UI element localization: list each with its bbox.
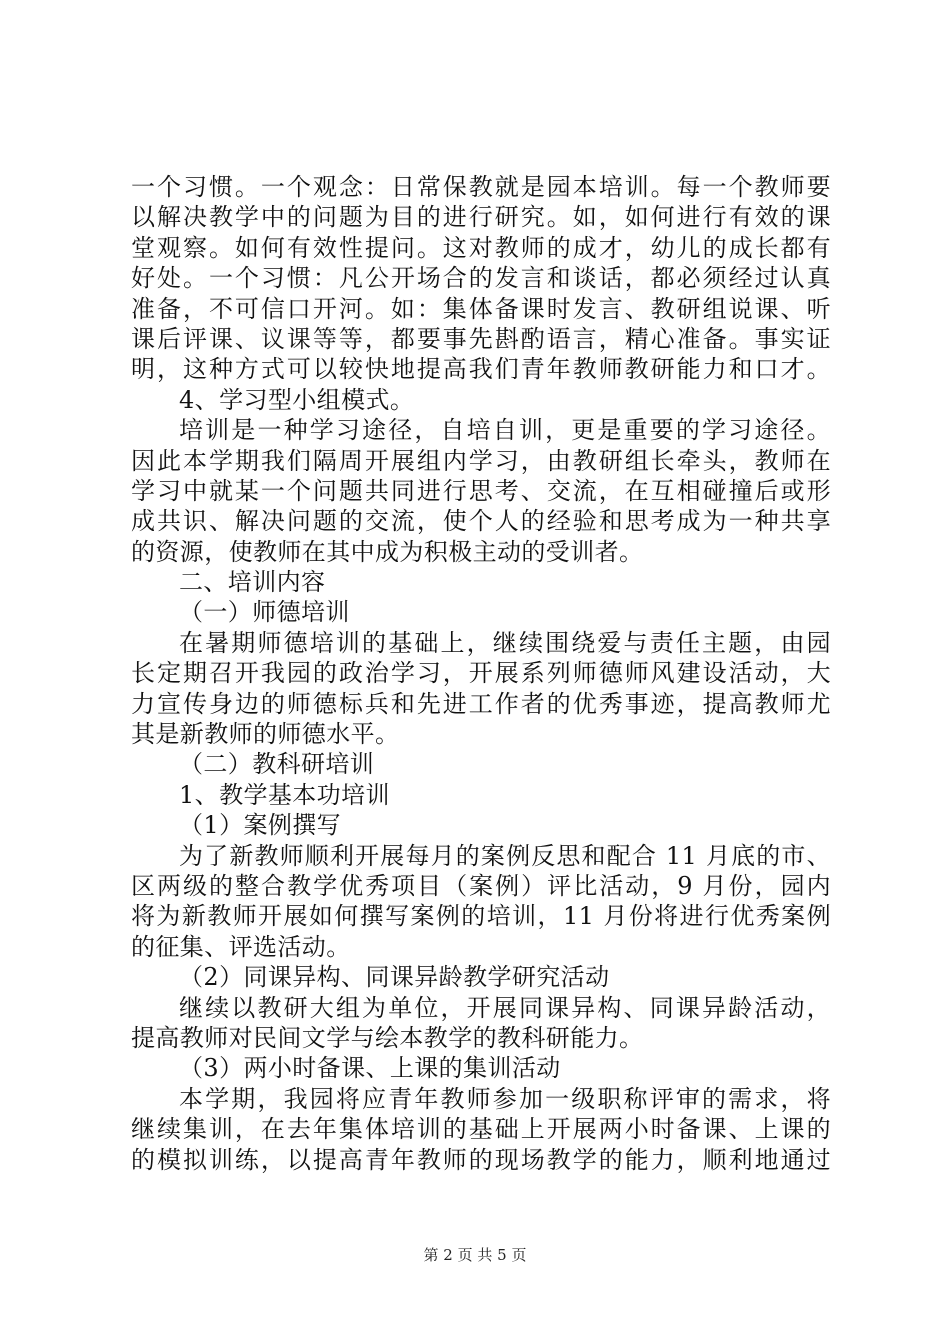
text-line: 继续集训，在去年集体培训的基础上开展两小时备课、上课的	[131, 1115, 831, 1144]
text-line: 培训是一种学习途径，自培自训，更是重要的学习途径。	[179, 416, 831, 445]
text-line: 以解决教学中的问题为目的进行研究。如，如何进行有效的课	[131, 203, 831, 232]
section-heading: （3）两小时备课、上课的集训活动	[179, 1054, 561, 1083]
text-line: 学习中就某一个问题共同进行思考、交流，在互相碰撞后或形	[131, 476, 831, 505]
document-body	[131, 172, 831, 1175]
section-heading: （一）师德培训	[179, 598, 350, 627]
text-line: 将为新教师开展如何撰写案例的培训，11 月份将进行优秀案例	[131, 902, 831, 931]
text-line: 在暑期师德培训的基础上，继续围绕爱与责任主题，由园	[179, 628, 831, 657]
page-number-footer: 第 2 页 共 5 页	[423, 1246, 527, 1264]
text-line: 的征集、评选活动。	[131, 932, 351, 961]
text-line: 课后评课、议课等等，都要事先斟酌语言，精心准备。事实证	[131, 324, 831, 353]
text-line: 力宣传身边的师德标兵和先进工作者的优秀事迹，提高教师尤	[131, 689, 831, 718]
text-line: 成共识、解决问题的交流，使个人的经验和思考成为一种共享	[131, 507, 831, 536]
text-line: 堂观察。如何有效性提问。这对教师的成才，幼儿的成长都有	[131, 233, 831, 262]
text-line: 一个习惯。一个观念：日常保教就是园本培训。每一个教师要	[131, 173, 831, 201]
text-line: 区两级的整合教学优秀项目（案例）评比活动，9 月份，园内	[131, 871, 831, 900]
text-line: 准备，不可信口开河。如：集体备课时发言、教研组说课、听	[131, 294, 831, 323]
text-line: 因此本学期我们隔周开展组内学习，由教研组长牵头，教师在	[131, 446, 831, 475]
text-line: 的资源，使教师在其中成为积极主动的受训者。	[131, 537, 644, 566]
section-heading: 二、培训内容	[179, 568, 326, 597]
text-line: 其是新教师的师德水平。	[131, 720, 400, 749]
text-line: 本学期，我园将应青年教师参加一级职称评审的需求，将	[179, 1084, 831, 1113]
section-heading: 4、学习型小组模式。	[179, 385, 415, 414]
text-line: 为了新教师顺利开展每月的案例反思和配合 11 月底的市、	[179, 841, 831, 870]
text-line: 提高教师对民间文学与绘本教学的教科研能力。	[131, 1023, 644, 1052]
section-heading: （二）教科研培训	[179, 750, 375, 779]
section-heading: 1、教学基本功培训	[179, 780, 390, 809]
text-line: 继续以教研大组为单位，开展同课异构、同课异龄活动，	[179, 993, 831, 1022]
text-line: 明，这种方式可以较快地提高我们青年教师教研能力和口才。	[131, 355, 831, 384]
section-heading: （1）案例撰写	[179, 811, 342, 840]
section-heading: （2）同课异构、同课异龄教学研究活动	[179, 963, 610, 992]
text-line: 好处。一个习惯：凡公开场合的发言和谈话，都必须经过认真	[131, 264, 831, 293]
text-line: 的模拟训练，以提高青年教师的现场教学的能力，顺利地通过	[131, 1145, 831, 1174]
text-line: 长定期召开我园的政治学习，开展系列师德师风建设活动，大	[131, 659, 831, 688]
